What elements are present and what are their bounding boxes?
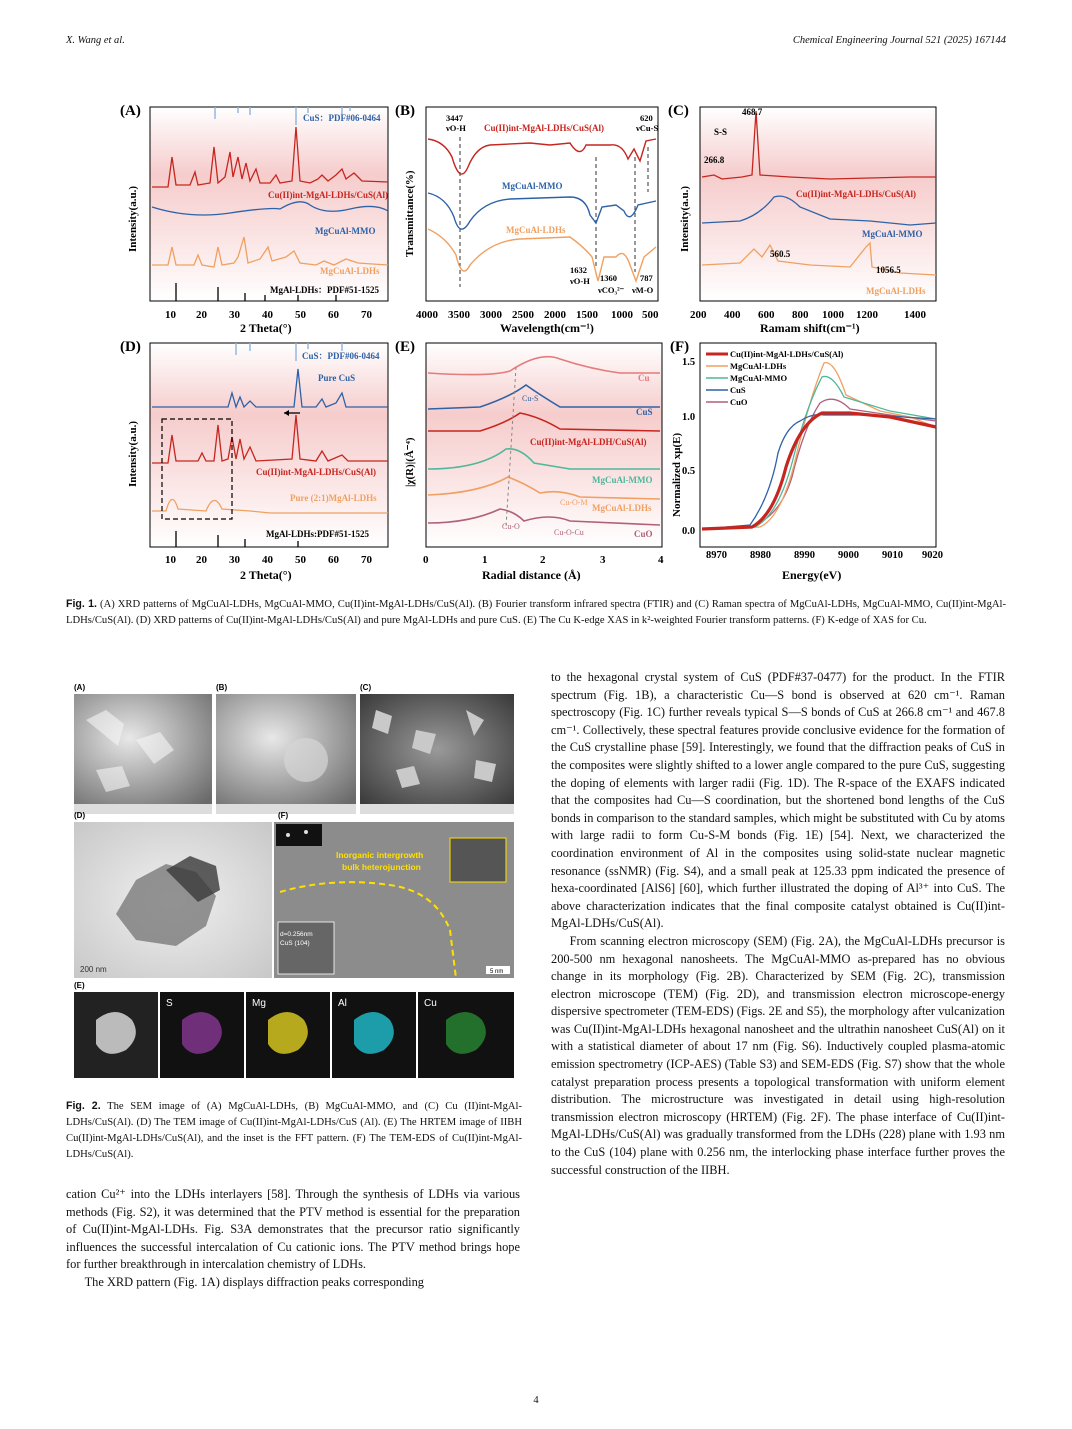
panel-b-ylabel: Transmittance(%): [404, 170, 416, 257]
panel-a-label-cus: CuS：PDF#06-0464: [303, 113, 381, 123]
panel-a-ylabel: Intensity(a.u.): [127, 185, 139, 252]
body-left-column: [66, 1186, 520, 1292]
svg-text:1200: 1200: [856, 309, 878, 321]
svg-text:50: 50: [295, 554, 306, 566]
panel-a-label-ldhs: MgCuAl-LDHs: [320, 266, 380, 276]
panel-e-label-ldhs: MgCuAl-LDHs: [592, 503, 652, 513]
panel-b-trace-red: [428, 139, 656, 174]
panel-b-label-voh2: νO-H: [570, 276, 590, 286]
panel-c-label-mmo: MgCuAl-MMO: [862, 229, 923, 239]
svg-text:9010: 9010: [882, 550, 903, 561]
panel-f: [670, 339, 943, 582]
eds-label-s: S: [166, 998, 173, 1009]
panel-c-label-2668: 266.8: [704, 155, 725, 165]
panel-e-label-cus-bond: Cu-S: [522, 394, 539, 403]
svg-text:600: 600: [758, 309, 775, 321]
svg-text:MgCuAl-MMO: MgCuAl-MMO: [730, 373, 788, 383]
svg-text:20: 20: [196, 309, 207, 321]
hrtem-image-f: [274, 811, 514, 978]
svg-text:400: 400: [724, 309, 741, 321]
panel-d-label-purecus: Pure CuS: [318, 373, 356, 383]
hrtem-inset-cus: CuS (104): [280, 940, 310, 947]
figure-1-caption: [66, 596, 1006, 629]
svg-text:3: 3: [600, 554, 606, 566]
sem-image-b: [216, 683, 356, 814]
svg-text:800: 800: [792, 309, 809, 321]
eds-label-cu: Cu: [424, 998, 437, 1009]
panel-f-trace-cus: [702, 415, 936, 529]
panel-e-label-cuo: CuO: [634, 529, 653, 539]
panel-c-xlabel: Ramam shift(cm⁻¹): [760, 321, 860, 335]
svg-text:2: 2: [540, 554, 546, 566]
panel-b: [395, 103, 659, 335]
svg-text:3000: 3000: [480, 309, 502, 321]
panel-f-xlabel: Energy(eV): [782, 568, 842, 582]
hrtem-label-1: Inorganic intergrowth: [336, 850, 424, 860]
svg-text:2500: 2500: [512, 309, 534, 321]
panel-c-ticks: [690, 309, 927, 321]
panel-a-xlabel: 2 Theta(°): [240, 321, 292, 335]
svg-text:(D): (D): [74, 811, 86, 820]
svg-text:10: 10: [165, 309, 176, 321]
panel-b-trace-blue: [428, 193, 656, 229]
figure-2-caption: [66, 1098, 522, 1163]
panel-d-xlabel: 2 Theta(°): [240, 568, 292, 582]
panel-e-ylabel: |χ(R)|(Å⁻⁴): [404, 437, 416, 487]
figure-2-caption-label: Fig. 2.: [66, 1100, 101, 1112]
panel-b-label-composite: Cu(II)int-MgAl-LDHs/CuS(Al): [484, 123, 605, 133]
figure-1-caption-label: Fig. 1.: [66, 598, 97, 610]
svg-text:9020: 9020: [922, 550, 943, 561]
panel-c-letter: (C): [668, 103, 689, 119]
svg-text:Cu(II)int-MgAl-LDHs/CuS(Al): Cu(II)int-MgAl-LDHs/CuS(Al): [730, 349, 844, 359]
svg-text:8970: 8970: [706, 550, 727, 561]
panel-c-label-10565: 1056.5: [876, 265, 901, 275]
panel-b-label-3447: 3447: [446, 113, 463, 123]
eds-label-al: Al: [338, 998, 347, 1009]
svg-text:10: 10: [165, 554, 176, 566]
hrtem-label-2: bulk heterojunction: [342, 862, 421, 872]
figure-2-caption-text: The SEM image of (A) MgCuAl-LDHs, (B) MgCuAl-MMO, and (C) Cu (II)int-MgAl-LDHs/CuS(Al). (D) The TEM image of Cu(II)int-MgAl-LDHs/CuS (Al). (E) The HRTEM image of IIBH Cu(II)int-MgAl-LDHs/CuS(Al), and the inset is the FFT pattern. (F) The TEM-EDS of Cu(II)int-MgAl-LDHs/CuS(Al).: [66, 1101, 522, 1160]
figure-2: [66, 680, 522, 1090]
panel-b-label-voh1: νO-H: [446, 123, 466, 133]
panel-d-label-ref: MgAl-LDHs:PDF#51-1525: [266, 529, 369, 539]
svg-text:(B): (B): [216, 683, 228, 692]
panel-e-ticks: [423, 554, 664, 566]
right-paragraph-2: From scanning electron microscopy (SEM) (Fig. 2A), the MgCuAl-LDHs precursor is 200-500 nm hexagonal nanosheets. The MgCuAl-MMO as-prepared has no obvious change in its morphology (Fig. 2B). Characterized by SEM (Fig. 2C), transmission electron microscope (TEM) (Fig. 2D), and transmission electron microscope-energy dispersive spectrometer (TEM-EDS) (Figs. 2E and S5), the morphology after vulcanization was Cu(II)int-MgAl-LDHs hexagonal nanosheet and the ultrathin nanosheet CuS(Al) on it with a statistical diameter of about 17 nm (Fig. S6). Inductively coupled plasma-atomic emission spectrometry (ICP-AES) (Table S3) and SEM-EDS (Fig. S7) show that the whole catalyst preparation process presents a topological transformation with uniform element distribution. The microstructure was investigated in detail using high-resolution transmission electron microscopy (HRTEM) (Fig. 2F). The phase interface of Cu(II)int-MgAl-LDHs/CuS(Al) was gradually transformed from the LDHs (228) plane with 1.93 nm to the CuS (104) plane with 0.256 nm, the interlocking phase interface further proves the successful construction of the IIBH.: [551, 933, 1005, 1177]
svg-text:200: 200: [690, 309, 707, 321]
panel-d-ylabel: Intensity(a.u.): [127, 420, 139, 487]
svg-text:40: 40: [262, 309, 273, 321]
page-number: 4: [533, 1395, 539, 1406]
panel-e-label-cuo-bond: Cu-O: [502, 522, 520, 531]
sem-image-c: [360, 683, 514, 814]
sem-image-a: [74, 683, 212, 814]
panel-b-label-ldhs: MgCuAl-LDHs: [506, 225, 566, 235]
tem-image-d: [74, 811, 272, 978]
panel-e-label-cus: CuS: [636, 407, 653, 417]
svg-text:3500: 3500: [448, 309, 470, 321]
panel-d-letter: (D): [120, 339, 141, 355]
svg-text:30: 30: [229, 554, 240, 566]
panel-b-label-vco3: νCO₃²⁻: [598, 285, 625, 295]
panel-d-label-composite: Cu(II)int-MgAl-LDHs/CuS(Al): [256, 467, 377, 477]
panel-f-letter: (F): [670, 339, 690, 355]
svg-text:1: 1: [482, 554, 488, 566]
svg-text:(F): (F): [278, 811, 289, 820]
panel-e-xlabel: Radial distance (Å): [482, 568, 581, 582]
svg-text:0.5: 0.5: [682, 466, 696, 477]
running-head-journal: Chemical Engineering Journal 521 (2025) 167144: [792, 35, 1006, 46]
panel-b-label-1632: 1632: [570, 265, 587, 275]
svg-text:CuO: CuO: [730, 397, 748, 407]
panel-b-label-vmo: νM-O: [632, 285, 654, 295]
figure-1: [110, 97, 960, 587]
panel-b-label-787: 787: [640, 273, 653, 283]
panel-a-letter: (A): [120, 103, 141, 119]
hrtem-inset-d: d=0.256nm: [280, 931, 313, 938]
panel-c-label-ldhs: MgCuAl-LDHs: [866, 286, 926, 296]
svg-text:1500: 1500: [576, 309, 598, 321]
panel-e-label-mmo: MgCuAl-MMO: [592, 475, 653, 485]
panel-c-label-ss: S-S: [714, 127, 728, 137]
svg-text:1400: 1400: [904, 309, 926, 321]
svg-text:(C): (C): [360, 683, 372, 692]
panel-a-label-mmo: MgCuAl-MMO: [315, 226, 376, 236]
panel-f-yticks: [682, 357, 695, 537]
right-paragraph-1: to the hexagonal crystal system of CuS (PDF#37-0477) for the product. In the FTIR spectrum (Fig. 1B), a characteristic Cu—S bond is observed at 620 cm⁻¹. Raman spectroscopy (Fig. 1C) further reveals typical S—S bonds of CuS at 266.8 cm⁻¹ and 467.8 cm⁻¹. Collectively, these spectral features provide conclusive evidence for the formation of the CuS crystalline phase [59]. Interestingly, we found that the diffraction peaks of CuS in the composites were slightly shifted to a lower angle compared to the pure CuS, suggesting the doping of elements with larger radii (Fig. 1D). The R-space of the EXAFS indicated that the composites had Cu—S coordination, but the shortened bond lengths of the CuS bonds in comparison to the standard samples, which might be substituted with Cu by atoms with large radii to form Cu-S-M bonds (Fig. 1E) [54]. Next, we characterized the coordination environment of Al in the composites using solid-state nuclear magnetic resonance (ssNMR) (Fig. S4), and a small peak at 125.33 ppm indicated the presence of hexa-coordinated [AlS6] [60], which further illustrated the doping of Al³⁺ into CuS. The above characterization indicates that the final composite catalyst obtained is Cu(II)int-MgAl-LDHs/CuS(Al).: [551, 670, 1005, 931]
panel-f-xticks: [706, 550, 943, 561]
panel-f-ylabel: Normalized xμ(E): [671, 432, 683, 517]
svg-text:20: 20: [196, 554, 207, 566]
panel-c-label-4687: 468.7: [742, 107, 763, 117]
panel-b-letter: (B): [395, 103, 415, 119]
left-paragraph-1: cation Cu²⁺ into the LDHs interlayers [58]. Through the synthesis of LDHs via various methods (Fig. S2), it was determined that the PTV method is essential for the preparation of Cu(II)int-MgAl-LDHs. Fig. S3A demonstrates that the precursor ratio significantly influences the successful intercalation of Cu cationic ions. The PTV method brings hope for further breakthrough in intercalation chemistry of LDHs.: [66, 1187, 520, 1272]
svg-text:40: 40: [262, 554, 273, 566]
panel-b-label-1360: 1360: [600, 273, 617, 283]
panel-a-label-composite: Cu(II)int-MgAl-LDHs/CuS(Al): [268, 190, 389, 200]
panel-b-label-mmo: MgCuAl-MMO: [502, 181, 563, 191]
svg-text:4: 4: [658, 554, 664, 566]
svg-text:1000: 1000: [822, 309, 844, 321]
svg-text:70: 70: [361, 309, 372, 321]
svg-text:8980: 8980: [750, 550, 771, 561]
svg-text:50: 50: [295, 309, 306, 321]
left-paragraph-2: The XRD pattern (Fig. 1A) displays diffraction peaks corresponding: [84, 1274, 424, 1289]
panel-b-label-vcus: νCu-S: [636, 123, 659, 133]
body-right-column: [551, 669, 1005, 1179]
panel-d-label-pureldh: Pure (2:1)MgAl-LDHs: [290, 493, 377, 503]
svg-text:1.5: 1.5: [682, 357, 696, 368]
panel-d-label-cus: CuS：PDF#06-0464: [302, 351, 380, 361]
panel-f-legend: [706, 349, 844, 407]
svg-text:9000: 9000: [838, 550, 859, 561]
svg-text:CuS: CuS: [730, 385, 746, 395]
panel-b-trace-orange: [428, 229, 656, 281]
panel-e-letter: (E): [395, 339, 415, 355]
svg-text:0: 0: [423, 554, 429, 566]
panel-e-label-cuom: Cu-O-M: [560, 498, 588, 507]
eds-mapping-e: [74, 981, 514, 1078]
panel-c: [668, 103, 936, 335]
panel-c-label-5605: 560.5: [770, 249, 791, 259]
panel-e-label-cuocu: Cu-O-Cu: [554, 528, 584, 537]
panel-e-label-composite: Cu(II)int-MgAl-LDH/CuS(Al): [530, 437, 647, 447]
running-head-authors: X. Wang et al.: [66, 35, 125, 46]
panel-c-ylabel: Intensity(a.u.): [679, 185, 691, 252]
panel-e-label-cu: Cu: [638, 373, 650, 383]
svg-text:(A): (A): [74, 683, 86, 692]
panel-d: [120, 339, 388, 582]
eds-label-mg: Mg: [252, 998, 266, 1009]
svg-text:0.0: 0.0: [682, 526, 696, 537]
svg-text:30: 30: [229, 309, 240, 321]
svg-text:8990: 8990: [794, 550, 815, 561]
panel-b-ticks: [416, 309, 659, 321]
panel-a-label-ref: MgAl-LDHs：PDF#51-1525: [270, 285, 379, 295]
panel-a: [120, 103, 388, 335]
svg-text:60: 60: [328, 554, 339, 566]
svg-text:60: 60: [328, 309, 339, 321]
panel-c-label-composite: Cu(II)int-MgAl-LDHs/CuS(Al): [796, 189, 917, 199]
svg-text:(E): (E): [74, 981, 85, 990]
panel-d-ticks: [165, 554, 373, 566]
svg-text:4000: 4000: [416, 309, 438, 321]
panel-b-label-620: 620: [640, 113, 653, 123]
tem-scale-200: 200 nm: [80, 965, 107, 974]
svg-text:70: 70: [361, 554, 372, 566]
svg-text:500: 500: [642, 309, 659, 321]
figure-1-caption-text: (A) XRD patterns of MgCuAl-LDHs, MgCuAl-MMO, Cu(II)int-MgAl-LDHs/CuS(Al). (B) Fourier transform infrared spectra (FTIR) and (C) Raman spectra of MgCuAl-LDHs, MgCuAl-MMO, Cu(II)int-MgAl-LDHs/CuS(Al). (D) XRD patterns of Cu(II)int-MgAl-LDHs/CuS(Al) and pure MgAl-LDHs and pure CuS. (E) The Cu K-edge XAS in k²-weighted Fourier transform patterns. (F) K-edge of XAS for Cu.: [66, 599, 1007, 626]
svg-text:MgCuAl-LDHs: MgCuAl-LDHs: [730, 361, 787, 371]
svg-text:1.0: 1.0: [682, 412, 696, 423]
panel-a-ticks: [165, 309, 373, 321]
panel-e: [395, 339, 664, 582]
svg-text:2000: 2000: [544, 309, 566, 321]
panel-f-trace-composite: [702, 413, 936, 529]
svg-text:1000: 1000: [611, 309, 633, 321]
panel-b-xlabel: Wavelength(cm⁻¹): [500, 321, 594, 335]
hrtem-scale-5: 5 nm: [490, 969, 504, 975]
